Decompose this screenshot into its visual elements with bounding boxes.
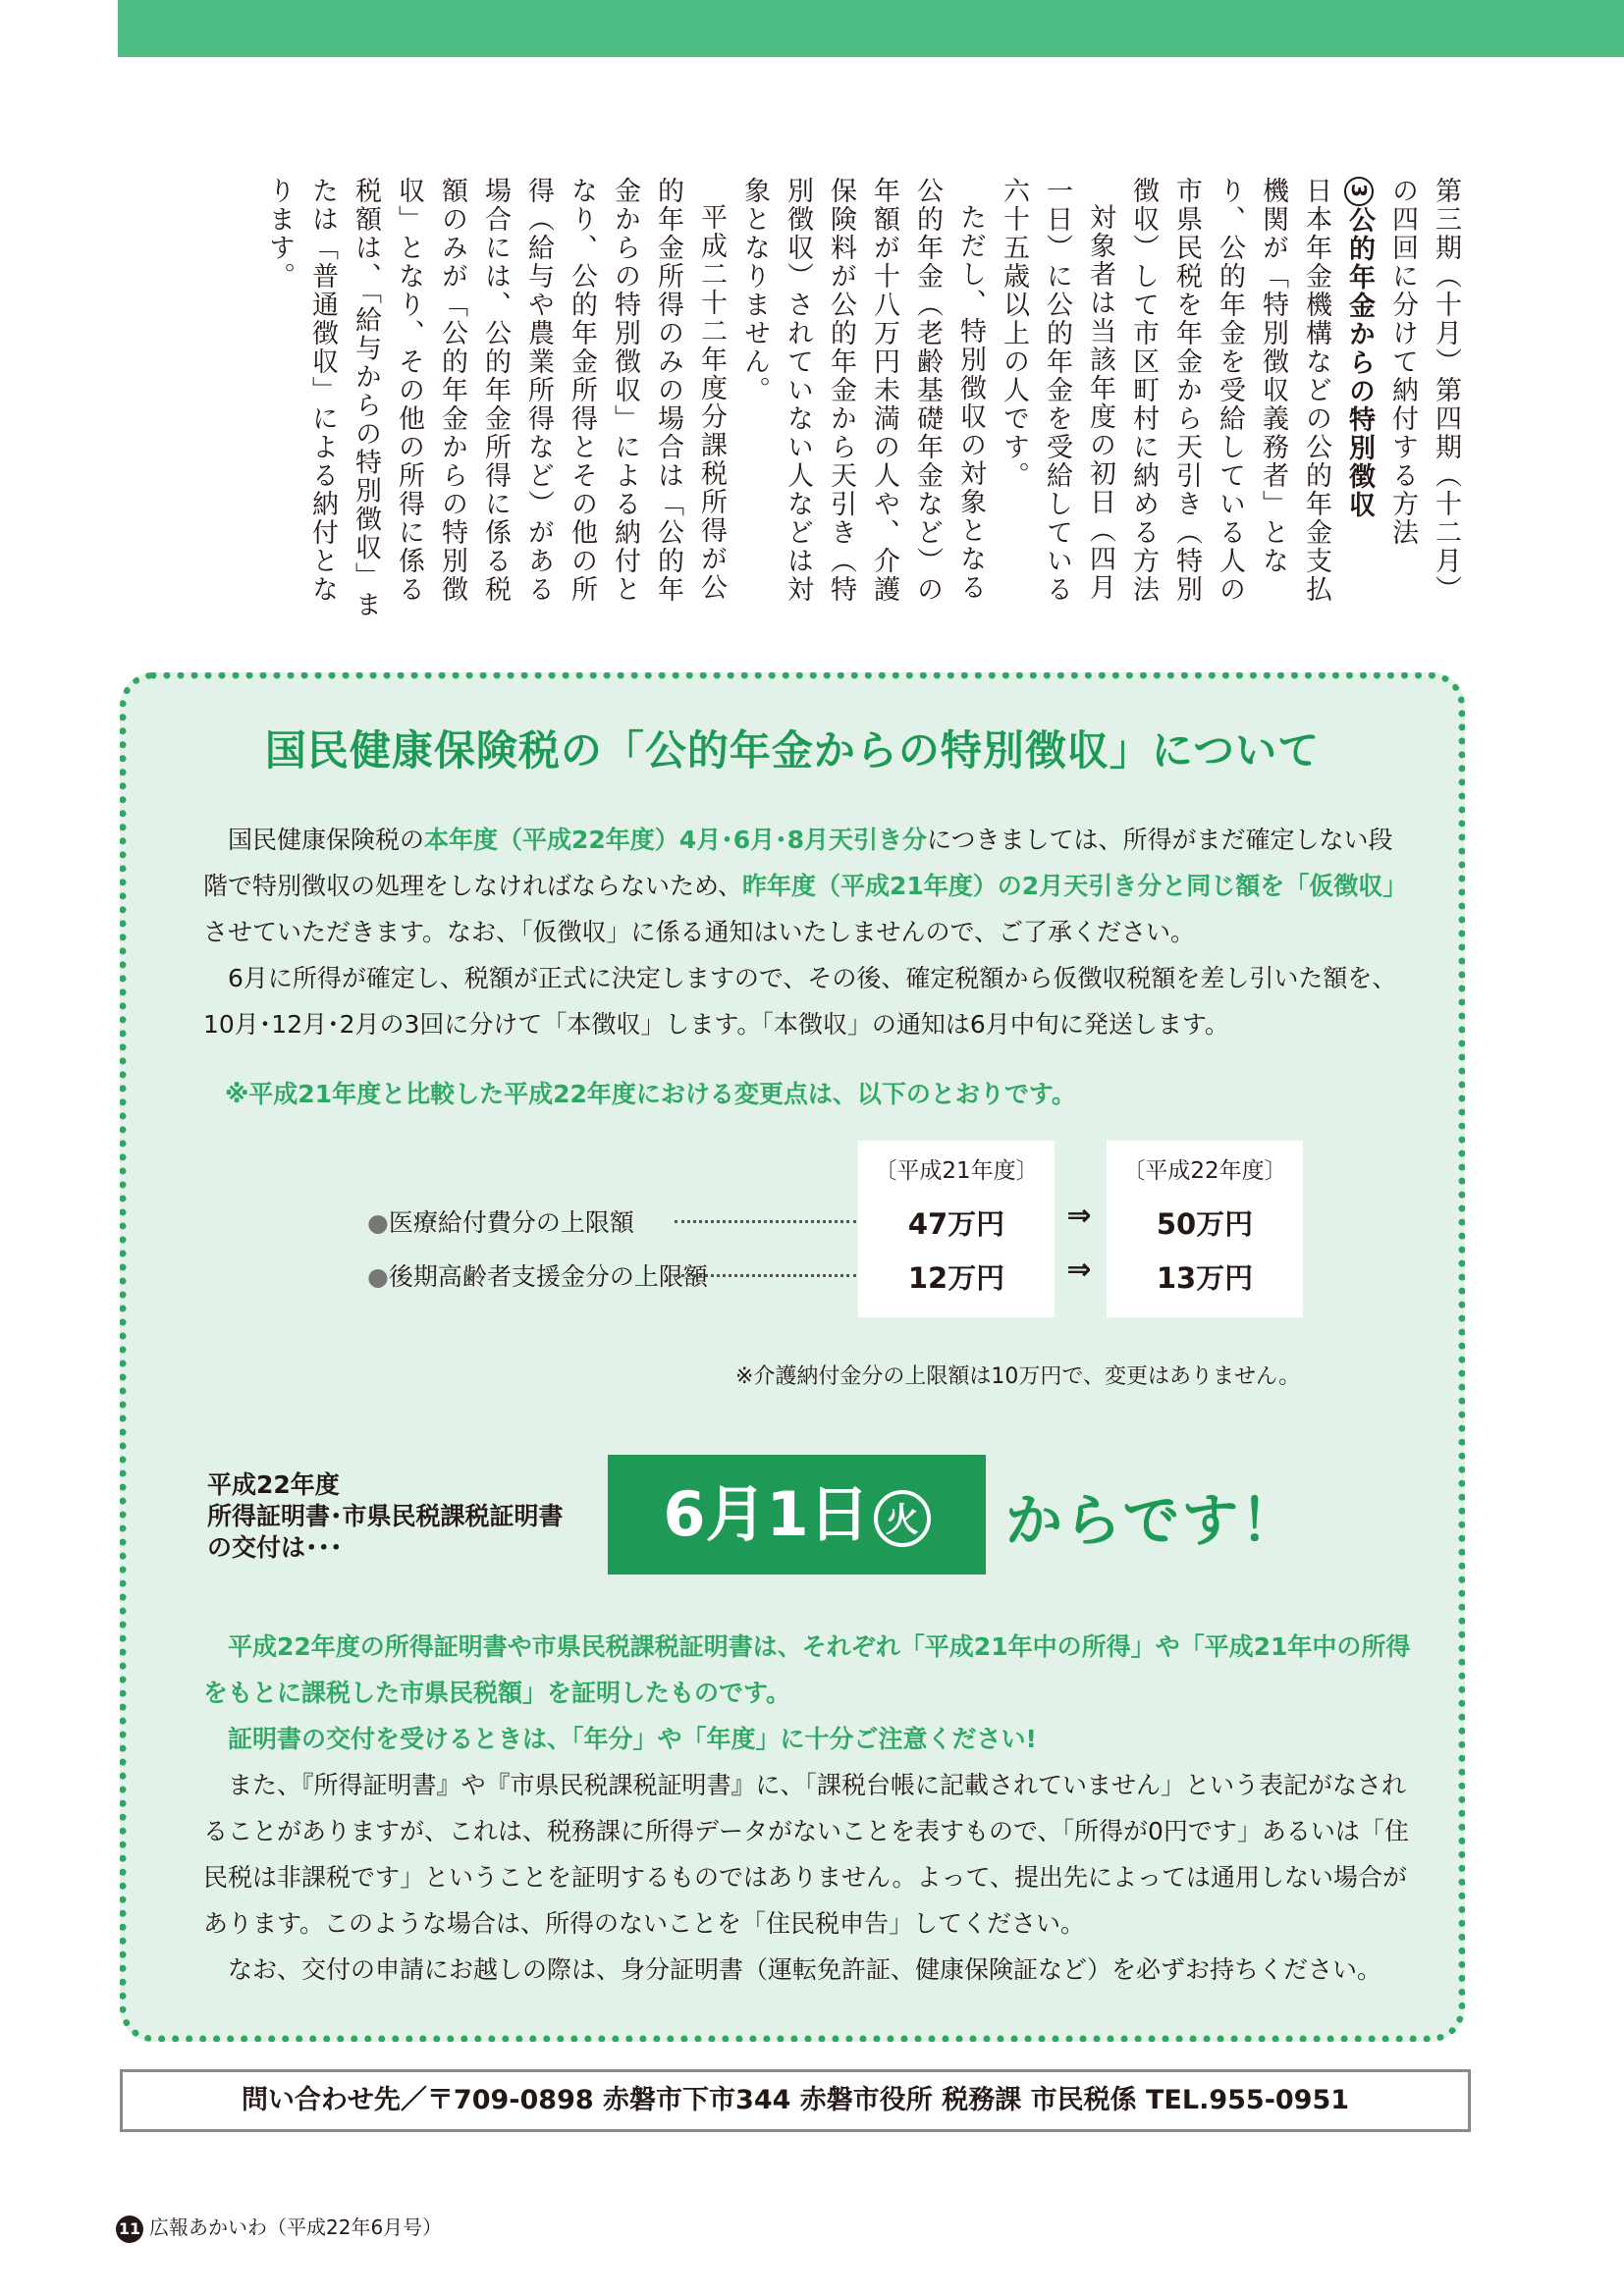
old-value-elderly: 12万円 — [907, 1261, 1005, 1295]
p1-text-e: させていただきます。なお、「仮徴収」に係る通知はいたしませんので、ご了承ください。 — [203, 918, 1196, 946]
label-medical: 医療給付費分の上限額 — [388, 1208, 634, 1237]
arrow-icon: ⇒ — [1066, 1199, 1092, 1233]
cert-paragraph-1: 平成22年度の所得証明書や市県民税課税証明書は、それぞれ「平成21年中の所得」や「平成21年中の所得をもとに課税した市県民税額」を証明したものです。 — [203, 1632, 1411, 1707]
issue-date-banner — [608, 1455, 986, 1575]
vertical-p2: 対象者は当該年度の初日（四月一日）に公的年金を受給している六十五歳以上の人です。 — [999, 177, 1115, 604]
cert-paragraph-3: また、『所得証明書』や『市県民税課税証明書』に、「課税台帳に記載されていません」という表記がなされることがありますが、これは、税務課に所得データがないことを表すもので、「所得が0円です」あるいは「住民税は非課税です」ということを証明するものではありません。よって、提出先によっては通用しない場合があります。このような場合は、所得のないことを「住民税申告」してください。 — [203, 1771, 1409, 1938]
weekday-badge: 火 — [874, 1490, 931, 1547]
p1-highlight-b: 本年度（平成22年度）4月･6月･8月天引き分 — [424, 826, 927, 854]
cert-paragraph-4: なお、交付の申請にお越しの際は、身分証明書（運転免許証、健康保険証など）を必ずお持ちください。 — [228, 1955, 1382, 1984]
p1-text-c: につきましては、所得がまだ確定しない段階で特別徴収の処理をしなければならないため、 — [203, 826, 1393, 900]
box-title: 国民健康保険税の「公的年金からの特別徴収」について — [264, 726, 1321, 774]
changes-note: ※平成21年度と比較した平成22年度における変更点は、以下のとおりです。 — [225, 1080, 1076, 1108]
vertical-line1: 第三期（十月）第四期（十二月）の四回に分けて納付する方法 — [1387, 177, 1461, 604]
certificate-label — [207, 1469, 564, 1564]
bullet-icon: ● — [367, 1262, 389, 1291]
issue-date: 6月1日 — [663, 1478, 870, 1550]
intro-paragraph-2: 6月に所得が確定し、税額が正式に決定しますので、その後、確定税額から仮徴収税額を差し引いた額を、10月･12月･2月の3回に分けて「本徴収」します。「本徴収」の通知は6月中旬に発送します。 — [203, 964, 1397, 1039]
new-value-elderly: 13万円 — [1156, 1261, 1254, 1295]
cert-paragraph-2: 証明書の交付を受けるときは、「年分」や「年度」に十分ご注意ください! — [228, 1725, 1037, 1753]
vertical-p4: 平成二十二年度分課税所得が公的年金所得のみの場合は「公的年金からの特別徴収」による納付となり、公的年金所得とその他の所得（給与や農業所得など）がある場合には、公的年金所得に係る税額のみが「公的年金からの特別徴収」となり、その他の所得に係る税額は、「給与からの特別徴収」または「普通徴収」による納付となります。 — [264, 177, 727, 619]
column-2010 — [1107, 1141, 1303, 1317]
column-header-2010: 〔平成22年度〕 — [1122, 1158, 1287, 1184]
heading-number: 3 — [1344, 177, 1374, 206]
top-color-bar — [118, 0, 1624, 57]
bullet-icon: ● — [367, 1208, 389, 1237]
contact-info: 問い合わせ先／〒709-0898 赤磐市下市344 赤磐市役所 税務課 市民税係 TEL.955-0951 — [120, 2069, 1471, 2132]
cert-line-3: の交付は･･･ — [207, 1533, 343, 1562]
box-intro — [203, 817, 1411, 1047]
cert-line-2: 所得証明書･市県民税課税証明書 — [207, 1502, 564, 1530]
care-note: ※介護納付金分の上限額は10万円で、変更はありません。 — [735, 1364, 1301, 1389]
insurance-tax-box — [120, 672, 1465, 2042]
column-header-2009: 〔平成21年度〕 — [874, 1158, 1039, 1184]
row-label-medical — [367, 1203, 634, 1239]
p1-highlight-d: 昨年度（平成21年度）の2月天引き分と同じ額を「仮徴収」 — [742, 872, 1408, 900]
intro-paragraph-1 — [203, 817, 1411, 955]
publication-name: 広報あかいわ（平成22年6月号） — [149, 2216, 443, 2239]
vertical-p3: ただし、特別徴収の対象となる公的年金（老齢基礎年金など）の年額が十八万円未満の人や、介護保険料が公的年金から天引き（特別徴収）されていない人などは対象となりません。 — [739, 177, 986, 604]
vertical-heading — [1337, 177, 1380, 628]
vertical-p1: 日本年金機構などの公的年金支払機関が「特別徴収義務者」となり、公的年金を受給している人の市県民税を年金から天引き（特別徴収）して市区町村に納める方法 — [1128, 177, 1331, 604]
p1-text-a: 国民健康保険税の — [228, 826, 425, 854]
page-footer — [116, 2212, 442, 2243]
row-label-elderly — [367, 1257, 708, 1293]
new-value-medical: 50万円 — [1156, 1207, 1254, 1241]
page-number: 11 — [116, 2216, 143, 2243]
arrow-icon: ⇒ — [1066, 1253, 1092, 1287]
cert-line-1: 平成22年度 — [207, 1470, 340, 1499]
column-2009 — [858, 1141, 1055, 1317]
leader-line — [675, 1220, 856, 1223]
old-value-medical: 47万円 — [907, 1207, 1005, 1241]
heading-text: 公的年金からの特別徴収 — [1344, 206, 1375, 519]
leader-line — [675, 1274, 856, 1277]
label-elderly: 後期高齢者支援金分の上限額 — [388, 1262, 708, 1291]
certificate-text — [203, 1624, 1411, 1993]
vertical-article — [141, 177, 1467, 628]
from-text: からです！ — [1005, 1487, 1300, 1554]
